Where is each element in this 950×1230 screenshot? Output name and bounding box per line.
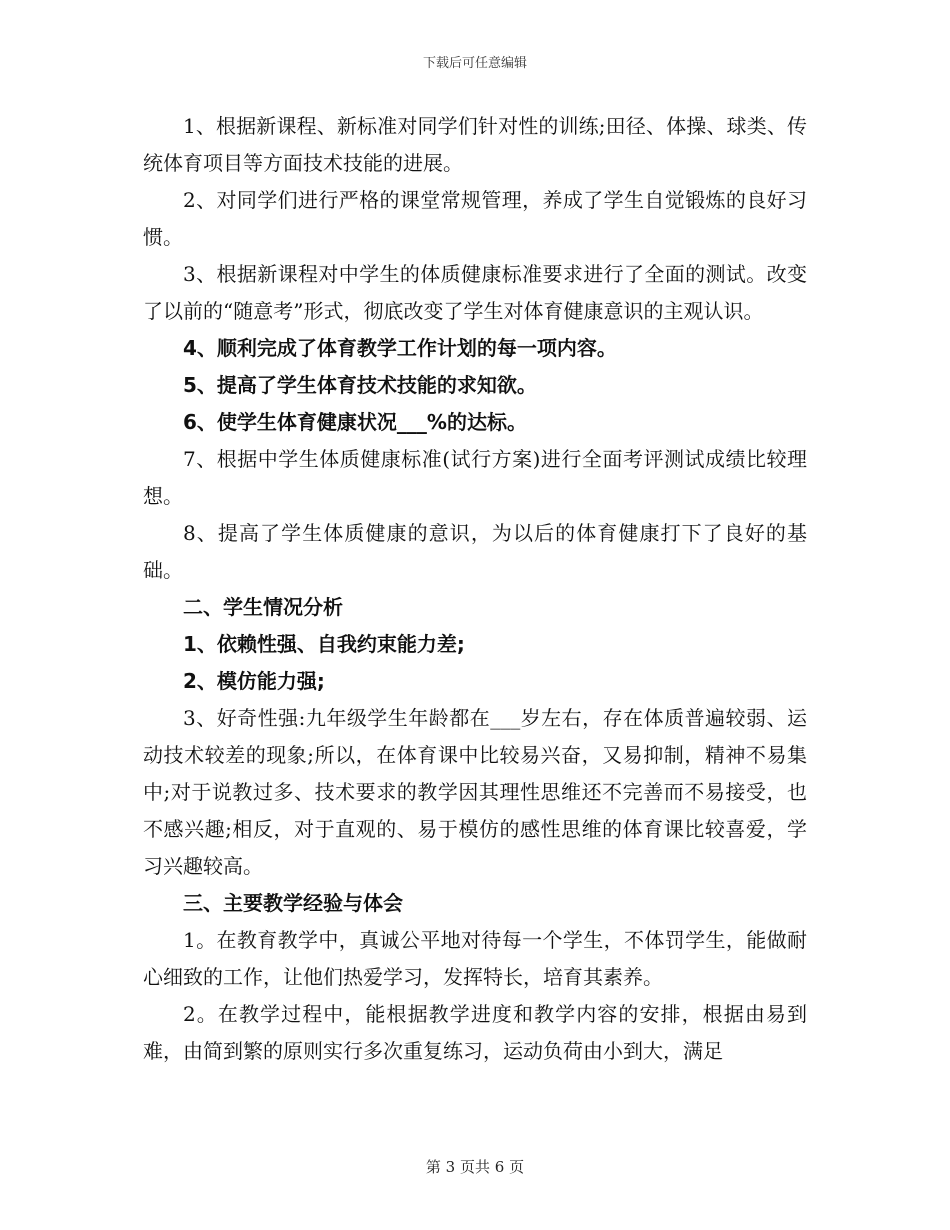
section-heading: 三、主要教学经验与体会 [183, 891, 403, 915]
paragraph-bold: 4、顺利完成了体育教学工作计划的每一项内容。 [183, 336, 617, 360]
paragraph: 8、提高了学生体质健康的意识，为以后的体育健康打下了良好的基础。 [143, 521, 807, 582]
paragraph-bold: 1、依赖性强、自我约束能力差; [183, 632, 465, 656]
paragraph: 3、好奇性强:九年级学生年龄都在___岁左右，存在体质普遍较弱、运动技术较差的现象;所以，在体育课中比较易兴奋，又易抑制，精神不易集中;对于说教过多、技术要求的教学因其理性思维还不完善而不易接受，也不感兴趣;相反，对于直观的、易于模仿的感性思维的体育课比较喜爱，学习兴趣较高。 [143, 706, 807, 878]
document-body [143, 108, 807, 1070]
paragraph: 2。在教学过程中，能根据教学进度和教学内容的安排，根据由易到难，由简到繁的原则实行多次重复练习，运动负荷由小到大，满足 [143, 1002, 807, 1063]
paragraph: 7、根据中学生体质健康标准(试行方案)进行全面考评测试成绩比较理想。 [143, 447, 807, 508]
paragraph-bold: 6、使学生体育健康状况___%的达标。 [183, 410, 527, 434]
paragraph: 2、对同学们进行严格的课堂常规管理，养成了学生自觉锻炼的良好习惯。 [143, 188, 807, 249]
page-footer: 第 3 页共 6 页 [425, 1158, 525, 1176]
paragraph: 1、根据新课程、新标准对同学们针对性的训练;田径、体操、球类、传统体育项目等方面技术技能的进展。 [143, 114, 807, 175]
paragraph: 1。在教育教学中，真诚公平地对待每一个学生，不体罚学生，能做耐心细致的工作，让他们热爱学习，发挥特长，培育其素养。 [143, 928, 807, 989]
paragraph-bold: 2、模仿能力强; [183, 669, 325, 693]
page-header: 下载后可任意编辑 [422, 56, 527, 71]
paragraph: 3、根据新课程对中学生的体质健康标准要求进行了全面的测试。改变了以前的“随意考”形式，彻底改变了学生对体育健康意识的主观认识。 [143, 262, 807, 323]
section-heading: 二、学生情况分析 [183, 595, 343, 619]
paragraph-bold: 5、提高了学生体育技术技能的求知欲。 [183, 373, 537, 397]
